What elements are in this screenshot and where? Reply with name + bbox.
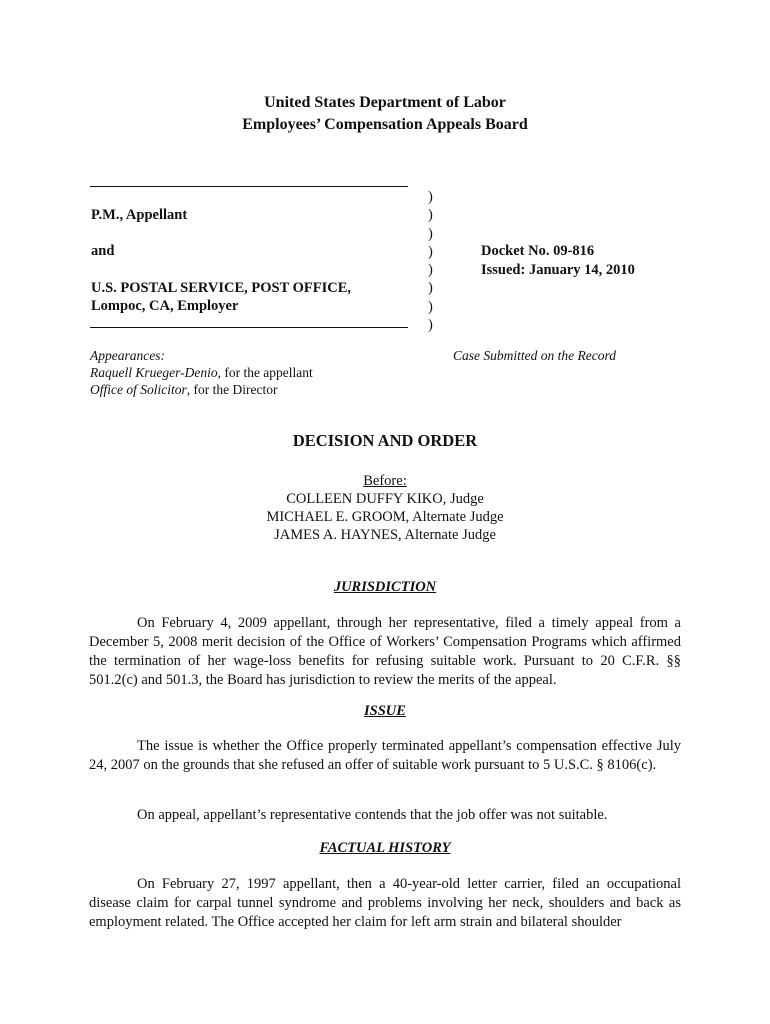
representative-role: , for the appellant	[217, 365, 313, 380]
solicitor-role: , for the Director	[186, 382, 278, 397]
issue-paragraph-1	[89, 737, 681, 775]
jurisdiction-text: On February 4, 2009 appellant, through her representative, filed a timely appeal from a December 5, 2008 merit decision of the Office of Workers’ Compensation Programs which affirmed the termination of her wage-loss benefits for refusing suitable work. Pursuant to 20 C.F.R. §§ 501.2(c) and 501.3, the Board has jurisdiction to review the merits of the appeal.	[89, 615, 681, 688]
board-title: Employees’ Compensation Appeals Board	[242, 116, 528, 133]
issue-text-2: On appeal, appellant’s representative contends that the job offer was not suitable.	[137, 807, 608, 823]
caption-and: and	[91, 243, 115, 259]
docket-number: Docket No. 09-816	[481, 243, 595, 259]
decision-title: DECISION AND ORDER	[292, 431, 478, 450]
issue-text-1: The issue is whether the Office properly terminated appellant’s compensation effective July 24, 2007 on the grounds that she refused an offer of suitable work pursuant to 5 U.S.C. § 8106(c).	[89, 738, 681, 773]
issued-date: Issued: January 14, 2010	[481, 262, 635, 278]
caption-top-rule	[90, 186, 408, 187]
jurisdiction-heading: JURISDICTION	[333, 579, 437, 595]
factual-history-heading: FACTUAL HISTORY	[319, 840, 451, 856]
representative-name: Raquell Krueger-Denio	[90, 365, 218, 380]
agency-title: United States Department of Labor	[264, 94, 506, 111]
jurisdiction-paragraph	[89, 614, 681, 690]
factual-history-text: On February 27, 1997 appellant, then a 40-year-old letter carrier, filed an occupational disease claim for carpal tunnel syndrome and problems involving her neck, shoulders and back as employment related. The Office accepted her claim for left arm strain and bilateral shoulder	[89, 876, 681, 930]
judge-2: MICHAEL E. GROOM, Alternate Judge	[266, 509, 504, 525]
solicitor-name: Office of Solicitor	[90, 382, 187, 397]
caption-bottom-rule	[90, 327, 408, 328]
director-representative	[90, 382, 277, 399]
employer-line-2: Lompoc, CA, Employer	[91, 298, 239, 314]
appellant-name: P.M., Appellant	[91, 207, 188, 223]
issue-heading: ISSUE	[364, 703, 406, 719]
caption-parentheses: ) ) ) ) ) ) ) )	[428, 189, 433, 334]
judge-1: COLLEEN DUFFY KIKO, Judge	[286, 491, 484, 507]
before-label: Before:	[363, 473, 407, 489]
appellant-representative	[90, 365, 313, 382]
appearances-heading: Appearances:	[90, 348, 165, 363]
issue-paragraph-2	[89, 806, 681, 825]
employer-line-1: U.S. POSTAL SERVICE, POST OFFICE,	[91, 280, 352, 296]
factual-history-paragraph	[89, 875, 681, 932]
judge-3: JAMES A. HAYNES, Alternate Judge	[274, 527, 496, 543]
case-submitted-note: Case Submitted on the Record	[453, 348, 616, 363]
